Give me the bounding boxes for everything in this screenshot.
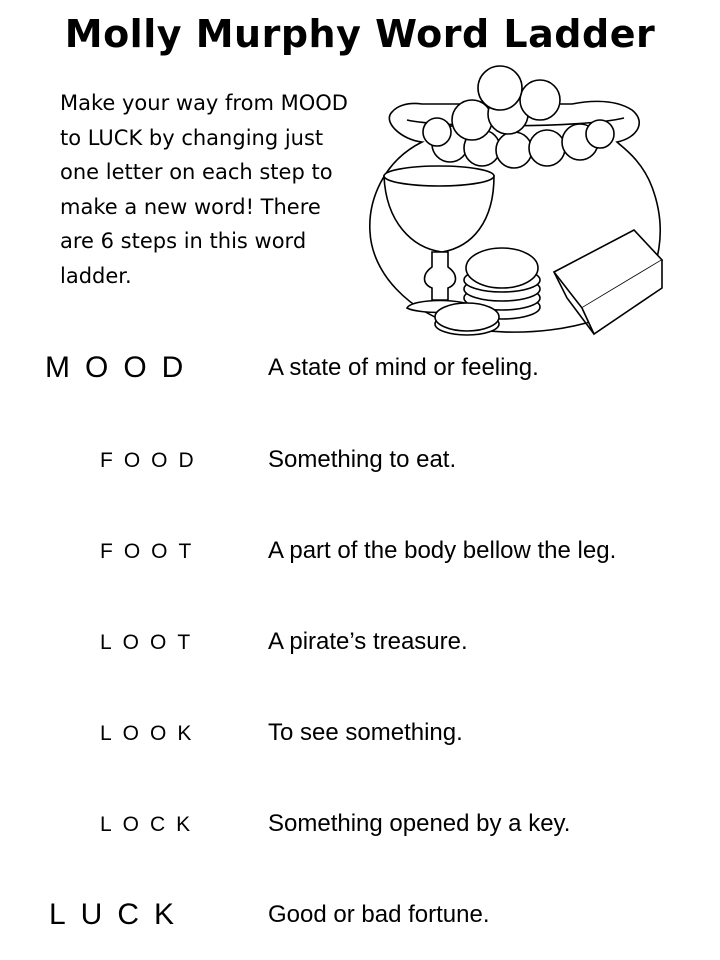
ladder-word: FOOD	[100, 449, 205, 472]
pot-of-gold-icon	[362, 62, 670, 347]
ladder-clue: A state of mind or feeling.	[268, 354, 539, 381]
ladder-word: LOOT	[100, 631, 202, 654]
ladder-word-start: MOOD	[45, 351, 199, 384]
ladder-clue: A part of the body bellow the leg.	[268, 537, 617, 564]
ladder-clue: Good or bad fortune.	[268, 901, 490, 928]
ladder-clue: A pirate’s treasure.	[268, 628, 468, 655]
ladder-clue: Something opened by a key.	[268, 810, 571, 837]
ladder-word: LOOK	[100, 722, 203, 745]
instructions-text: Make your way from MOOD to LUCK by changing just one letter on each step to make a new word! There are 6 steps in this word ladder.	[60, 91, 348, 288]
worksheet-title: Molly Murphy Word Ladder	[64, 12, 656, 56]
ladder-word: LOCK	[100, 813, 202, 836]
ladder-word: FOOT	[100, 540, 203, 563]
ladder-clue: Something to eat.	[268, 446, 457, 473]
ladder-word-end: LUCK	[49, 898, 190, 931]
ladder-clue: To see something.	[268, 719, 463, 746]
